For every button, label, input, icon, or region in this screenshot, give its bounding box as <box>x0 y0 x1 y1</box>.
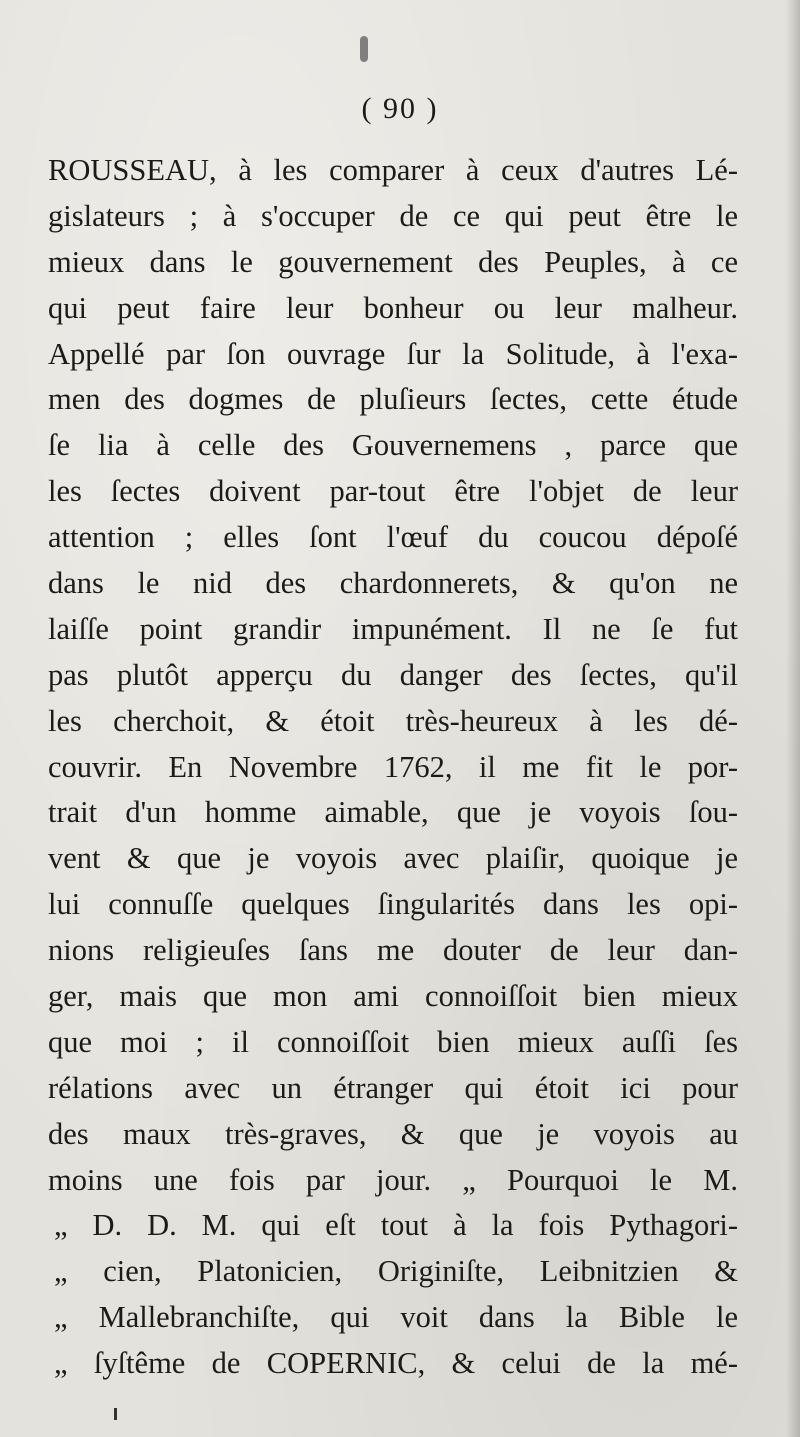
text-line: rélations avec un étranger qui étoit ici pour <box>48 1070 738 1105</box>
text-line: ROUSSEAU, à les comparer à ceux d'autres Lé- <box>48 153 738 187</box>
text-line: pas plutôt apperçu du danger des ſectes, qu'il <box>48 657 738 692</box>
text-line: lui connuſſe quelques ſingularités dans les opi- <box>48 887 738 922</box>
text-line: trait d'un homme aimable, que je voyois ſou- <box>48 795 738 830</box>
page-edge-shadow <box>786 0 800 1437</box>
text-line: „ D. D. M. qui eſt tout à la fois Pythagori- <box>54 1208 738 1243</box>
text-line: ger, mais que mon ami connoiſſoit bien mieux <box>48 979 738 1014</box>
text-line: Appellé par ſon ouvrage ſur la Solitude, à l'exa- <box>48 336 738 371</box>
text-line: couvrir. En Novembre 1762, il me fit le por- <box>48 749 738 784</box>
text-line: vent & que je voyois avec plaiſir, quoique je <box>48 841 738 876</box>
text-line: ſe lia à celle des Gouvernemens , parce que <box>48 428 738 463</box>
text-line: qui peut faire leur bonheur ou leur malheur. <box>48 290 738 325</box>
text-line: men des dogmes de pluſieurs ſectes, cette étude <box>48 382 738 417</box>
stray-ink-mark <box>114 1408 117 1420</box>
text-line: les cherchoit, & étoit très-heureux à les dé- <box>48 703 738 738</box>
ink-smudge <box>360 36 368 62</box>
text-line: nions religieuſes ſans me douter de leur dan- <box>48 933 738 968</box>
text-line: laiſſe point grandir impunément. Il ne ſe fut <box>48 611 738 646</box>
text-line: dans le nid des chardonnerets, & qu'on ne <box>48 566 738 601</box>
text-line: les ſectes doivent par-tout être l'objet de leur <box>48 474 738 509</box>
text-line: attention ; elles ſont l'œuf du coucou dépoſé <box>48 520 738 555</box>
text-line: moins une fois par jour. „ Pourquoi le M. <box>48 1162 738 1197</box>
body-text <box>48 148 738 1387</box>
page-number: ( 90 ) <box>361 92 439 125</box>
text-line: gislateurs ; à s'occuper de ce qui peut être le <box>48 198 738 233</box>
text-line: que moi ; il connoiſſoit bien mieux auſſi ſes <box>48 1024 738 1059</box>
text-line: des maux très-graves, & que je voyois au <box>48 1116 738 1151</box>
text-line: „ cien, Platonicien, Originiſte, Leibnitzien & <box>54 1254 738 1289</box>
text-line: „ Mallebranchiſte, qui voit dans la Bible le <box>54 1300 738 1335</box>
text-line: „ ſyſtême de COPERNIC, & celui de la mé- <box>54 1346 738 1381</box>
text-line: mieux dans le gouvernement des Peuples, à ce <box>48 244 738 279</box>
